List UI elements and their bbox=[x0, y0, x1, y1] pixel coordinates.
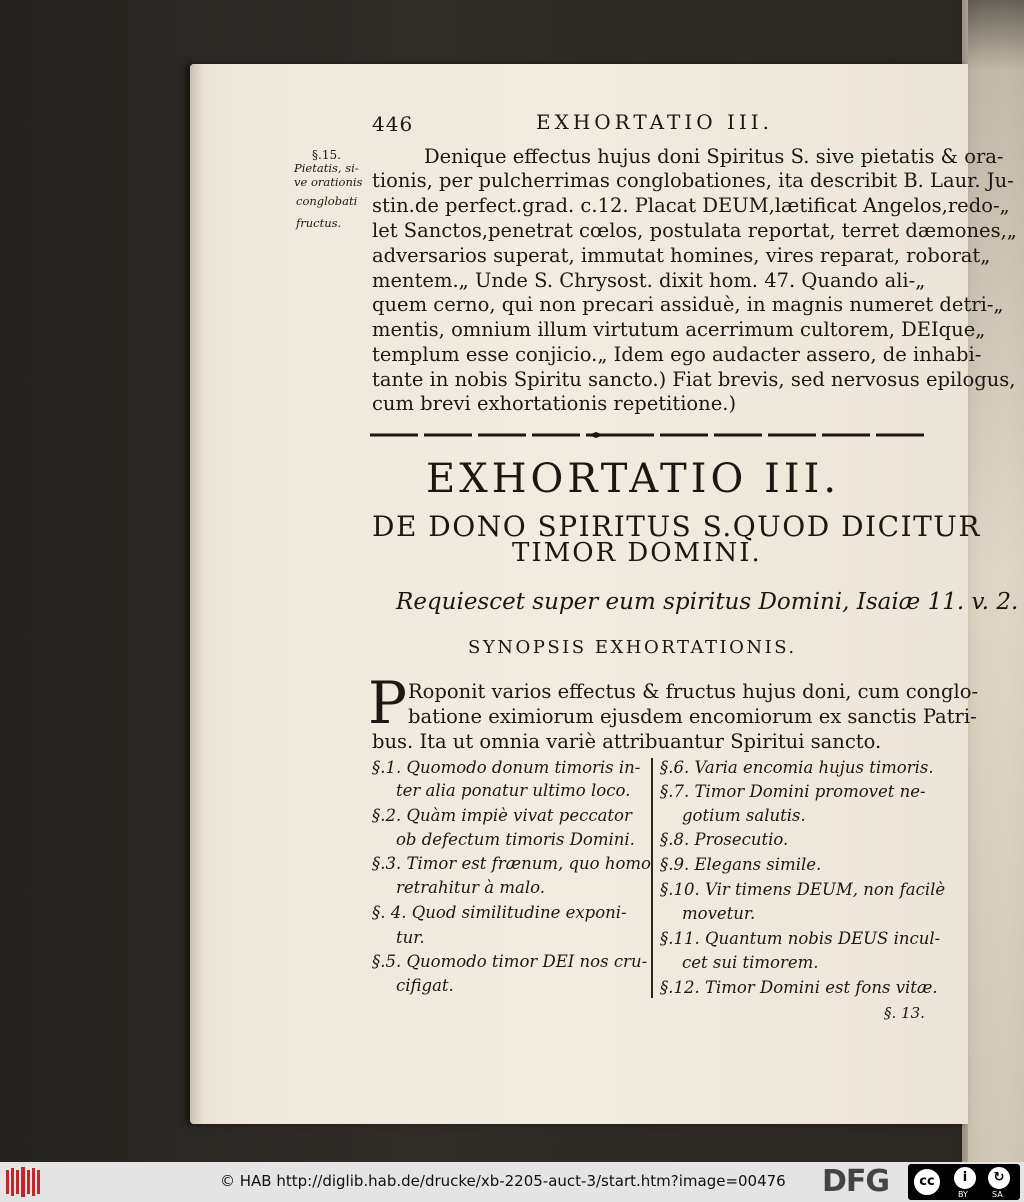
toc-entry: movetur. bbox=[682, 904, 756, 923]
synopsis-line: batione eximiorum ejusdem encomiorum ex sanctis Patri- bbox=[408, 705, 977, 728]
running-title: EXHORTATIO III. bbox=[536, 110, 774, 134]
marginal-note-line: fructus. bbox=[296, 216, 342, 230]
page-number: 446 bbox=[372, 112, 414, 136]
synopsis-heading: SYNOPSIS EXHORTATIONIS. bbox=[468, 637, 797, 658]
body-text-line: mentem.„ Unde S. Chrysost. dixit hom. 47. Quando ali-„ bbox=[372, 269, 926, 292]
toc-entry: ter alia ponatur ultimo loco. bbox=[396, 781, 631, 800]
creative-commons-icon: cc bbox=[912, 1167, 942, 1197]
body-text-line: cum brevi exhortationis repetitione.) bbox=[372, 392, 737, 415]
body-text-line: quem cerno, qui non precari assiduè, in magnis numeret detri-„ bbox=[372, 293, 1004, 316]
attribution-icon: i bbox=[952, 1165, 978, 1191]
license-by-label: BY bbox=[958, 1190, 968, 1199]
license-sa-label: SA bbox=[992, 1190, 1003, 1199]
share-alike-icon: ↻ bbox=[986, 1165, 1012, 1191]
chapter-subtitle: TIMOR DOMINI. bbox=[512, 538, 762, 568]
toc-entry: §.9. Elegans simile. bbox=[660, 855, 822, 874]
body-text-line: Denique effectus hujus doni Spiritus S. sive pietatis & ora- bbox=[424, 145, 1004, 168]
body-text-line: templum esse conjicio.„ Idem ego audacter assero, de inhabi- bbox=[372, 343, 982, 366]
toc-entry: §.5. Quomodo timor DEI nos cru- bbox=[372, 952, 648, 971]
body-text-line: tante in nobis Spiritu sancto.) Fiat brevis, sed nervosus epilogus, bbox=[372, 368, 1016, 391]
marginal-note-line: ve orationis bbox=[294, 175, 363, 189]
body-text-line: let Sanctos,penetrat cœlos, postulata reportat, terret dæmones,„ bbox=[372, 219, 1017, 242]
toc-entry: tur. bbox=[396, 928, 425, 947]
toc-entry: §.3. Timor est frænum, quo homo bbox=[372, 854, 651, 873]
body-text-line: stin.de perfect.grad. c.12. Placat DEUM,lætificat Angelos,redo-„ bbox=[372, 194, 1010, 217]
synopsis-line: bus. Ita ut omnia variè attribuantur Spiritui sancto. bbox=[372, 730, 882, 753]
dfg-logo: DFG bbox=[822, 1164, 890, 1199]
body-text-line: tionis, per pulcherrimas conglobationes, ita describit B. Laur. Ju- bbox=[372, 169, 1014, 192]
toc-entry: cet sui timorem. bbox=[682, 953, 819, 972]
body-text-line: mentis, omnium illum virtutum acerrimum cultorem, DEIque„ bbox=[372, 318, 986, 341]
column-divider bbox=[651, 758, 653, 998]
toc-entry: §.10. Vir timens DEUM, non facilè bbox=[660, 880, 946, 899]
chapter-subtitle: DE DONO SPIRITUS S.QUOD DICITUR bbox=[372, 510, 981, 543]
marginal-note-line: conglobati bbox=[296, 194, 358, 208]
toc-entry: cifigat. bbox=[396, 976, 454, 995]
drop-cap: P bbox=[368, 669, 408, 737]
marginal-note-line: §.15. bbox=[312, 148, 341, 162]
footer-url: © HAB http://diglib.hab.de/drucke/xb-2205-auct-3/start.htm?image=00476 bbox=[220, 1172, 786, 1190]
toc-entry: §.2. Quàm impiè vivat peccator bbox=[372, 806, 632, 825]
body-text-line: adversarios superat, immutat homines, vires reparat, roborat„ bbox=[372, 244, 991, 267]
catchword: §. 13. bbox=[884, 1004, 925, 1022]
toc-entry: §.7. Timor Domini promovet ne- bbox=[660, 782, 926, 801]
epigraph: Requiescet super eum spiritus Domini, Isaiæ 11. v. 2. bbox=[396, 589, 1019, 615]
toc-entry: §.11. Quantum nobis DEUS incul- bbox=[660, 929, 941, 948]
decorative-rule bbox=[370, 432, 930, 438]
toc-entry: §.1. Quomodo donum timoris in- bbox=[372, 758, 641, 777]
toc-entry: retrahitur à malo. bbox=[396, 878, 546, 897]
page-gutter-shadow bbox=[190, 64, 204, 1124]
chapter-title: EXHORTATIO III. bbox=[426, 456, 841, 502]
marginal-note-line: Pietatis, si- bbox=[294, 161, 359, 175]
toc-entry: §. 4. Quod similitudine exponi- bbox=[372, 903, 627, 922]
synopsis-line: Roponit varios effectus & fructus hujus doni, cum conglo- bbox=[408, 680, 979, 703]
hab-logo-icon bbox=[4, 1166, 42, 1198]
toc-entry: §.12. Timor Domini est fons vitæ. bbox=[660, 978, 938, 997]
toc-entry: §.6. Varia encomia hujus timoris. bbox=[660, 758, 934, 777]
cc-license-badge[interactable] bbox=[908, 1164, 1020, 1200]
toc-entry: gotium salutis. bbox=[682, 806, 806, 825]
toc-entry: ob defectum timoris Domini. bbox=[396, 830, 635, 849]
toc-entry: §.8. Prosecutio. bbox=[660, 830, 789, 849]
